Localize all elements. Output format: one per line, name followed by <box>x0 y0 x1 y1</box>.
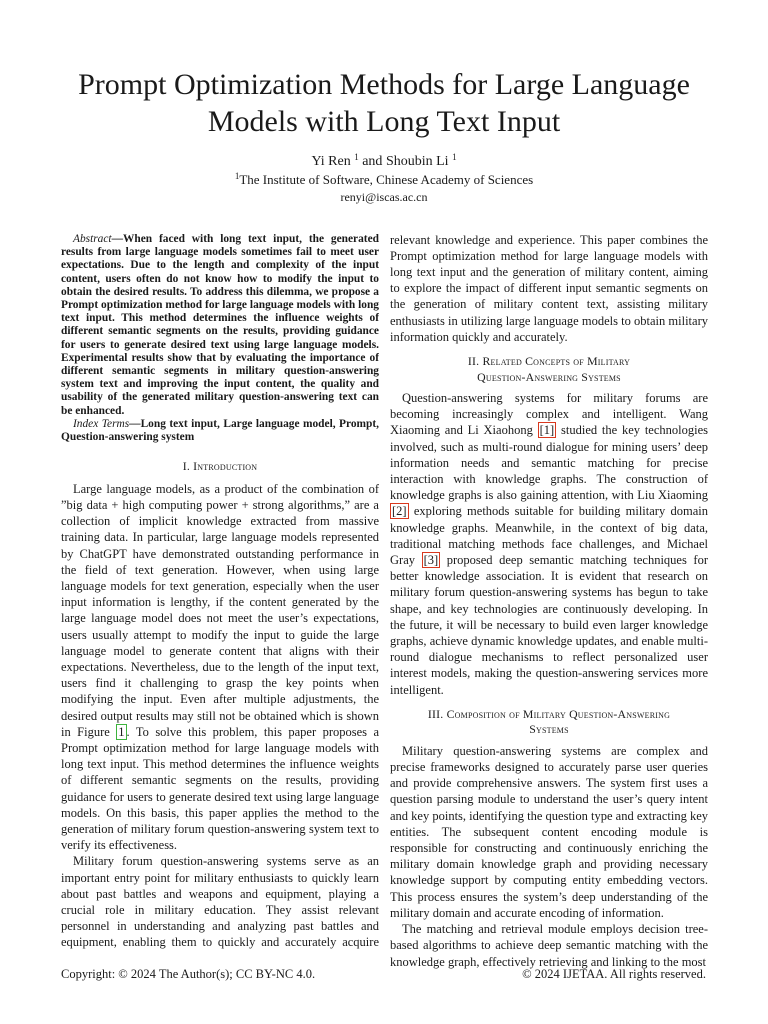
intro-paragraph-2-continued: relevant knowledge and experience. This paper combines the Prompt optimization method for large language models with long text input and the generation of military content, aiming to explore the impact of different input semantic segments on the generation of military content text, assisting military enthusiasts in utilizing large language models to obtain military information quickly and accurately. <box>390 233 708 344</box>
author-line <box>0 153 768 170</box>
right-column <box>390 233 708 970</box>
sec2-text-c: exploring methods suitable for building military domain knowledge graphs. Meanwhile, in the context of big data, traditional matching methods face challenges, and Michael Gray <box>390 504 708 568</box>
abstract-label: Abstract <box>73 233 112 245</box>
citation-1[interactable]: [1] <box>539 423 555 438</box>
section-heading-composition <box>390 707 708 738</box>
author-1: Yi Ren <box>311 154 351 169</box>
sec2-text-d: proposed deep semantic matching techniques for better knowledge association. It is evident that research on military forum question-answering systems has begun to take shape, and key technologies are continuously developing. In the future, it will be necessary to build even larger knowledge graphs, achieve dynamic knowledge updates, and enable multi-round dialogue mechanisms to reflect personalized user interest models, making the question-answering services more intelligent. <box>390 553 708 697</box>
composition-paragraph-2: The matching and retrieval module employs decision tree-based algorithms to achieve deep semantic matching with the knowledge graph, effectively retrieving and linking to the most <box>390 922 708 969</box>
sec2-text-b: studied the key technologies involved, such as multi-round dialogue for mining users’ deep information needs and semantic matching for precise interaction with knowledge graphs. The construction of knowledge graphs is also gaining attention, with Liu Xiaoming <box>390 423 709 503</box>
intro-p1-part-a: Large language models, as a product of the combination of ”big data + high computing power + strong algorithms,” are a collection of implicit knowledge extracted from massive training data. In particular, large language models represented by ChatGPT have demonstrated outstanding performance in the field of text generation. However, when using large language models for text generation, especially when the user input information is lengthy, if the content generated by the large language model does not meet the user’s expectations, users usually attempt to modify the input to guide the large language model to generate content that aligns with their expectations. Nevertheless, due to the length of the input text, users find it challenging to grasp the key points when modifying the input. Even after multiple adjustments, the desired output results may still not be obtained which is shown in Figure <box>61 481 379 739</box>
sec3-title-line2: Systems <box>529 722 569 737</box>
related-concepts-paragraph <box>390 390 708 698</box>
citation-2[interactable]: [2] <box>392 504 407 519</box>
sec3-title-line1: III. Composition of Military Question-Answering <box>427 706 671 721</box>
right-column-continuation <box>390 233 708 345</box>
author-2: Shoubin Li <box>385 154 449 169</box>
index-terms-text: —Long text input, Large language model, Prompt, Question-answering system <box>61 417 379 444</box>
section-heading-introduction: I. Introduction <box>182 459 258 474</box>
index-terms-label: Index Terms <box>73 417 130 430</box>
section-heading-related-concepts <box>390 354 708 385</box>
affiliation-sup: 1 <box>234 171 240 181</box>
footer-rights: © 2024 IJETAA. All rights reserved. <box>522 967 706 981</box>
author-1-sup: 1 <box>354 152 359 162</box>
paper-title <box>0 66 768 140</box>
title-line-1: Prompt Optimization Methods for Large Language <box>78 68 690 101</box>
affiliation-line <box>0 172 768 188</box>
citation-3[interactable]: [3] <box>423 553 439 568</box>
author-email[interactable]: renyi@iscas.ac.cn <box>340 190 428 204</box>
author-2-sup: 1 <box>452 152 457 162</box>
sec2-text-a: Question-answering systems for military forums are becoming increasingly complex and intelligent. Wang Xiaoming and Li Xiaohong <box>390 391 708 438</box>
affiliation: The Institute of Software, Chinese Academy of Sciences <box>239 172 534 187</box>
index-terms <box>61 418 379 444</box>
abstract-text: —When faced with long text input, the generated results from large language models sometimes fail to meet user expectations. Due to the length and complexity of the input content, users often do not know how to modify the input to obtain the desired results. To address this dilemma, we propose a Prompt optimization method for large language models with long text input. This method determines the influence weights of different semantic segments on the results, providing guidance for users to generate desired text using large language models. Experimental results show that by evaluating the importance of different semantic segments in military question-answering system text and improving the input content, the quality and usability of the generated military question-answering text can be enhanced. <box>61 233 379 417</box>
figure-link[interactable]: 1 <box>118 724 125 739</box>
sec2-title-line1: II. Related Concepts of Military <box>467 354 631 368</box>
composition-paragraph-1: Military question-answering systems are complex and precise frameworks designed to accurately parse user queries and provide comprehensive answers. The system first uses a question parsing module to understand the user’s query intent and key points, identifying the question type and extracting key entities. The subsequent content encoding module is responsible for constructing and continuously enriching the military domain knowledge graph and providing necessary knowledge support by computing entity embedding vectors. This process ensures the system’s deep understanding of the military domain and accurate encoding of information. <box>390 743 708 920</box>
abstract <box>61 233 379 418</box>
sec2-title-line2: Question-Answering Systems <box>477 369 621 384</box>
author-separator: and <box>362 154 383 169</box>
title-line-2: Models with Long Text Input <box>207 105 561 138</box>
intro-p1-part-b: . To solve this problem, this paper proposes a Prompt optimization method for large language models with long text input. This method determines the influence weights of different semantic segments on the results, providing guidance for users to generate desired text using large language models. On this basis, this paper applies the method to the generation of military forum question-answering system text to verify its effectiveness. <box>61 724 379 853</box>
footer-copyright: Copyright: © 2024 The Author(s); CC BY-NC 4.0. <box>61 967 316 981</box>
intro-paragraph-2: Military forum question-answering systems serve as an important entry point for military enthusiasts to quickly learn about past battles and weapons and equipment, playing a crucial role in military education. They assist relevant personnel in understanding and analyzing past battles and equipment, enabling them to quickly and accurately acquire <box>61 854 379 950</box>
intro-paragraph-1 <box>61 481 379 854</box>
left-column <box>61 233 379 950</box>
